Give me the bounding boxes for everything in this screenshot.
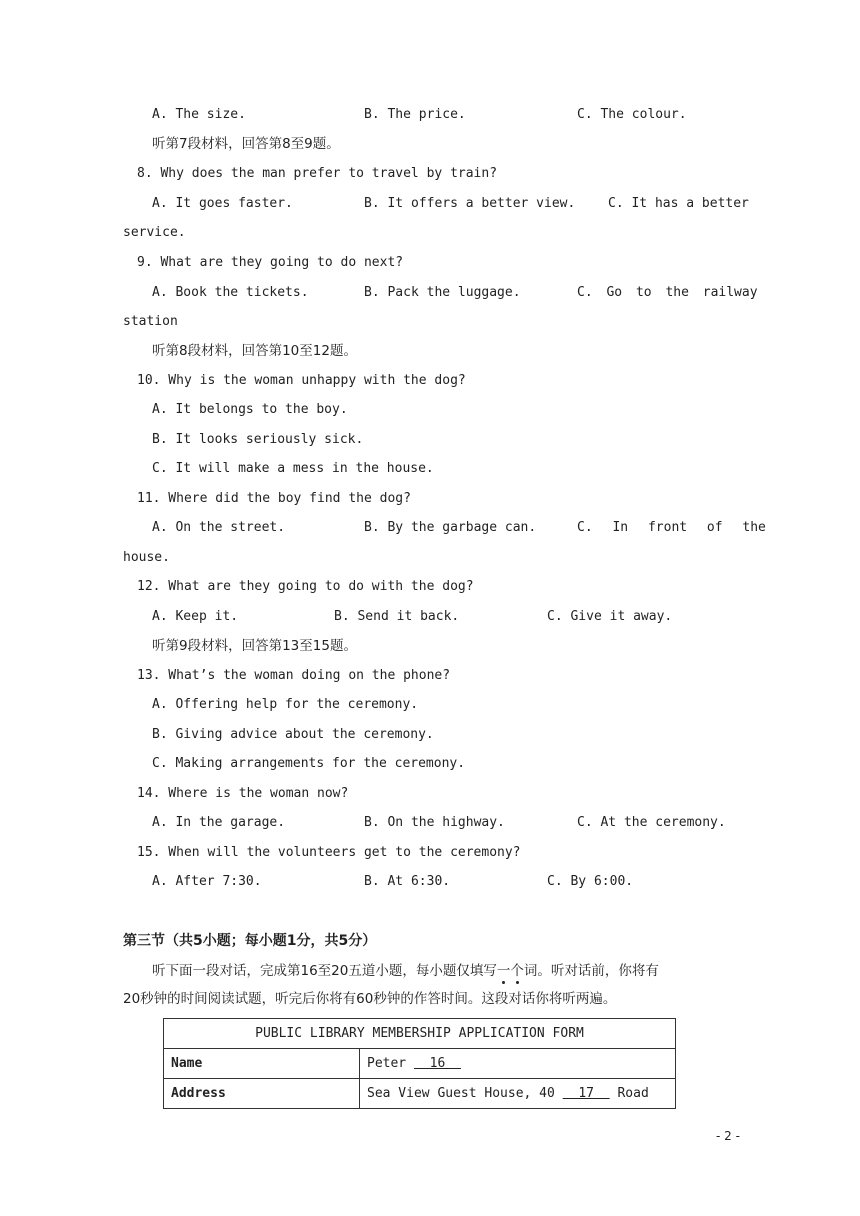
q11-option-b: B. By the garbage can. — [364, 520, 537, 535]
form-label-address: Address — [164, 1079, 360, 1109]
form-row-name — [164, 1049, 676, 1079]
form-value-address-post: Road — [609, 1086, 649, 1101]
blank-16[interactable]: 16 — [413, 1056, 461, 1071]
q8-stem: 8. Why does the man prefer to travel by train? — [137, 166, 498, 181]
page-number: - 2 - — [716, 1129, 740, 1143]
q15-option-b: B. At 6:30. — [364, 874, 451, 889]
section-3-instruction-line2: 20秒钟的时间阅读试题，听完后你将有60秒钟的作答时间。这段对话你将听两遍。 — [123, 991, 617, 1007]
form-header-row — [164, 1019, 676, 1049]
segment-7-instruction: 听第7段材料，回答第8至9题。 — [152, 136, 340, 152]
section-3-title: 第三节（共5小题；每小题1分，共5分） — [123, 933, 377, 949]
q8-option-a: A. It goes faster. — [152, 196, 293, 211]
q9-option-a: A. Book the tickets. — [152, 285, 309, 300]
q8-option-c: C. It has a better — [608, 196, 749, 211]
q14-stem: 14. Where is the woman now? — [137, 786, 349, 801]
q9-option-b: B. Pack the luggage. — [364, 285, 521, 300]
q7-option-c: C. The colour. — [577, 107, 687, 122]
q13-stem: 13. What’s the woman doing on the phone? — [137, 668, 451, 683]
segment-9-instruction: 听第9段材料，回答第13至15题。 — [152, 638, 357, 654]
membership-form-table — [163, 1018, 676, 1109]
q14-option-b: B. On the highway. — [364, 815, 505, 830]
instruction-text-b: 词。听对话前，你将有 — [523, 963, 659, 979]
q9-stem: 9. What are they going to do next? — [137, 255, 404, 270]
q8-option-c-wrap: service. — [123, 225, 186, 240]
q12-stem: 12. What are they going to do with the dog? — [137, 579, 474, 594]
q14-option-a: A. In the garage. — [152, 815, 286, 830]
blank-17[interactable]: 17 — [562, 1086, 610, 1101]
q9-option-c: C. Go to the railway — [577, 285, 758, 300]
emphasis-char-1: 一 — [496, 963, 511, 979]
section-3-instruction-line1 — [152, 962, 659, 980]
form-value-address — [360, 1079, 676, 1109]
form-value-name — [360, 1049, 676, 1079]
q11-option-a: A. On the street. — [152, 520, 286, 535]
q12-option-b: B. Send it back. — [334, 609, 460, 624]
q7-option-b: B. The price. — [364, 107, 466, 122]
q15-option-a: A. After 7:30. — [152, 874, 262, 889]
q9-option-c-wrap: station — [123, 314, 178, 329]
q12-option-c: C. Give it away. — [547, 609, 673, 624]
emphasis-char-2: 个 — [510, 963, 524, 979]
q11-stem: 11. Where did the boy find the dog? — [137, 491, 411, 506]
form-title: PUBLIC LIBRARY MEMBERSHIP APPLICATION FORM — [164, 1019, 676, 1049]
q10-option-b: B. It looks seriously sick. — [152, 432, 364, 447]
q15-option-c: C. By 6:00. — [547, 874, 634, 889]
q10-stem: 10. Why is the woman unhappy with the dog? — [137, 373, 466, 388]
q13-option-a: A. Offering help for the ceremony. — [152, 697, 419, 712]
q8-option-b: B. It offers a better view. — [364, 196, 576, 211]
q13-option-b: B. Giving advice about the ceremony. — [152, 727, 434, 742]
q7-option-a: A. The size. — [152, 107, 246, 122]
q10-option-c: C. It will make a mess in the house. — [152, 461, 434, 476]
q14-option-c: C. At the ceremony. — [577, 815, 726, 830]
q15-stem: 15. When will the volunteers get to the ceremony? — [137, 845, 521, 860]
form-value-address-pre: Sea View Guest House, 40 — [367, 1086, 563, 1101]
q13-option-c: C. Making arrangements for the ceremony. — [152, 756, 466, 771]
q11-option-c-wrap: house. — [123, 550, 170, 565]
form-row-address — [164, 1079, 676, 1109]
instruction-text-a: 听下面一段对话，完成第16至20五道小题，每小题仅填写 — [152, 963, 497, 979]
form-value-name-pre: Peter — [367, 1056, 414, 1071]
q12-option-a: A. Keep it. — [152, 609, 239, 624]
form-label-name: Name — [164, 1049, 360, 1079]
segment-8-instruction: 听第8段材料，回答第10至12题。 — [152, 343, 357, 359]
q11-option-c: C. In front of the — [577, 520, 766, 535]
q10-option-a: A. It belongs to the boy. — [152, 402, 348, 417]
